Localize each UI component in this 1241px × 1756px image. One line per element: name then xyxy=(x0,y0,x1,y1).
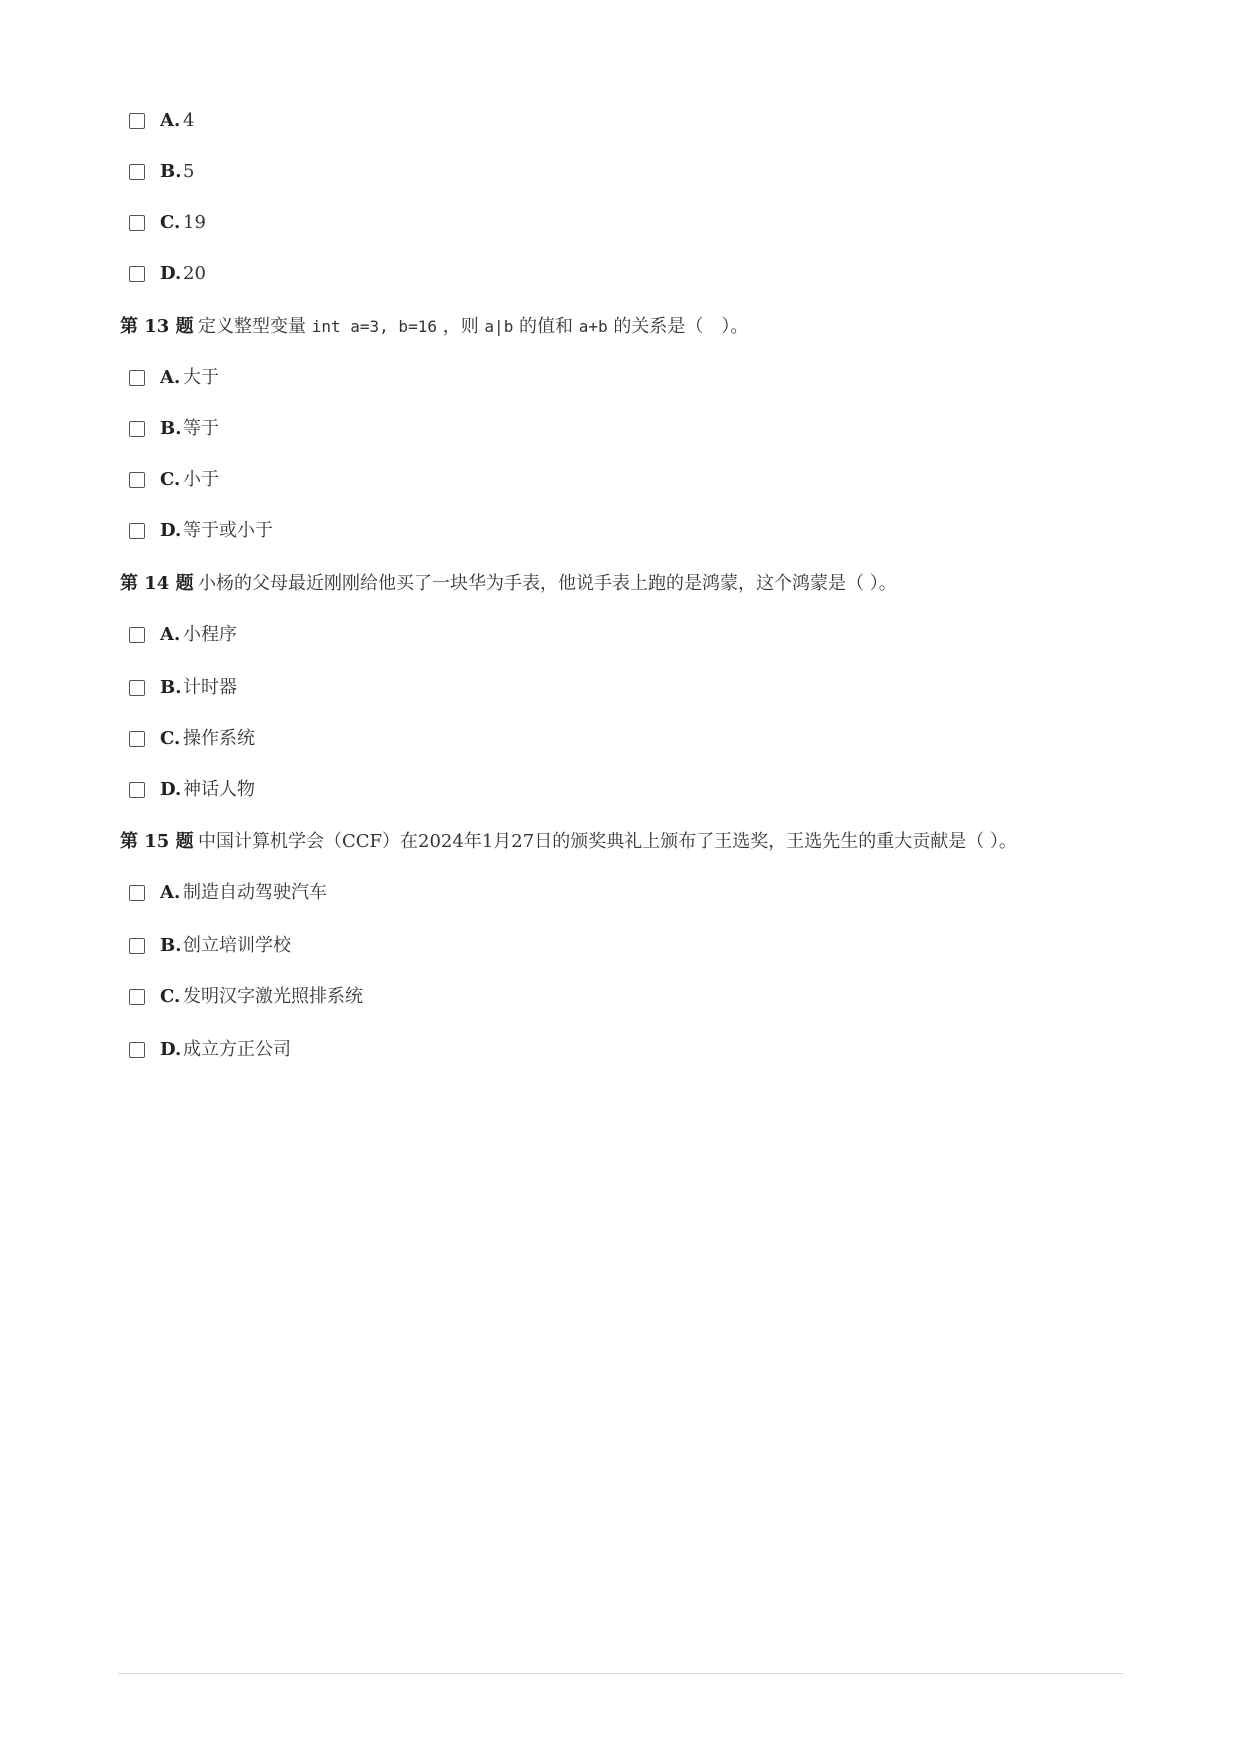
inline-code: a|b xyxy=(484,317,514,336)
checkbox[interactable] xyxy=(129,1042,145,1058)
question-stem xyxy=(120,569,1120,601)
option-text: 发明汉字激光照排系统 xyxy=(183,986,363,1007)
checkbox[interactable] xyxy=(129,215,145,231)
option-text: 等于或小于 xyxy=(183,520,273,541)
q14-option-d[interactable] xyxy=(120,775,1120,807)
stem-text: 定义整型变量 xyxy=(198,316,312,337)
option-text: 制造自动驾驶汽车 xyxy=(183,882,327,903)
checkbox[interactable] xyxy=(129,731,145,747)
footer-divider xyxy=(118,1673,1123,1674)
question-stem xyxy=(120,827,1120,859)
q12-option-a[interactable] xyxy=(120,106,1120,138)
q14-option-a[interactable] xyxy=(120,620,1120,652)
checkbox[interactable] xyxy=(129,938,145,954)
q15-option-c[interactable] xyxy=(120,982,1120,1014)
option-text: 大于 xyxy=(183,367,219,388)
q12-option-d[interactable] xyxy=(120,259,1120,291)
option-letter: C. xyxy=(160,212,181,233)
checkbox[interactable] xyxy=(129,266,145,282)
q13-option-c[interactable] xyxy=(120,465,1120,497)
question-14 xyxy=(120,569,1120,807)
stem-text: 的值和 xyxy=(513,316,579,337)
option-letter: D. xyxy=(160,263,182,284)
inline-code: int a=3, b=16 xyxy=(311,317,437,336)
option-letter: A. xyxy=(160,367,181,388)
checkbox[interactable] xyxy=(129,421,145,437)
q15-option-b[interactable] xyxy=(120,931,1120,963)
checkbox[interactable] xyxy=(129,680,145,696)
q13-option-d[interactable] xyxy=(120,516,1120,548)
option-text: 操作系统 xyxy=(183,728,255,749)
option-text: 创立培训学校 xyxy=(183,935,291,956)
option-letter: A. xyxy=(160,882,181,903)
q13-option-a[interactable] xyxy=(120,363,1120,395)
inline-code: a+b xyxy=(578,317,608,336)
option-letter: C. xyxy=(160,728,181,749)
q12-options xyxy=(120,106,1120,291)
option-letter: A. xyxy=(160,624,181,645)
checkbox[interactable] xyxy=(129,989,145,1005)
q12-option-c[interactable] xyxy=(120,208,1120,240)
question-text: 中国计算机学会（CCF）在2024年1月27日的颁奖典礼上颁布了王选奖，王选先生的重大贡献是（ ）。 xyxy=(198,831,1017,852)
option-letter: C. xyxy=(160,986,181,1007)
option-text: 小程序 xyxy=(183,624,237,645)
option-text: 等于 xyxy=(183,418,219,439)
checkbox[interactable] xyxy=(129,370,145,386)
stem-text: 的关系是（ ）。 xyxy=(607,316,749,337)
option-letter: A. xyxy=(160,110,181,131)
checkbox[interactable] xyxy=(129,627,145,643)
checkbox[interactable] xyxy=(129,523,145,539)
q14-option-c[interactable] xyxy=(120,724,1120,756)
checkbox[interactable] xyxy=(129,113,145,129)
option-text: 5 xyxy=(183,161,195,182)
option-letter: C. xyxy=(160,469,181,490)
question-15 xyxy=(120,827,1120,1067)
option-letter: D. xyxy=(160,779,182,800)
q15-option-a[interactable] xyxy=(120,878,1120,910)
option-letter: D. xyxy=(160,520,182,541)
option-letter: B. xyxy=(160,935,182,956)
q14-option-b[interactable] xyxy=(120,673,1120,705)
question-number: 第 15 题 xyxy=(120,831,194,852)
q13-option-b[interactable] xyxy=(120,414,1120,446)
option-text: 成立方正公司 xyxy=(183,1039,291,1060)
q12-option-b[interactable] xyxy=(120,157,1120,189)
option-text: 4 xyxy=(183,110,195,131)
checkbox[interactable] xyxy=(129,782,145,798)
q15-option-d[interactable] xyxy=(120,1035,1120,1067)
option-letter: B. xyxy=(160,418,182,439)
question-text: 小杨的父母最近刚刚给他买了一块华为手表，他说手表上跑的是鸿蒙，这个鸿蒙是（ ）。 xyxy=(198,573,897,594)
option-text: 小于 xyxy=(183,469,219,490)
option-text: 计时器 xyxy=(183,677,237,698)
checkbox[interactable] xyxy=(129,164,145,180)
option-letter: D. xyxy=(160,1039,182,1060)
question-number: 第 14 题 xyxy=(120,573,194,594)
stem-text: ，则 xyxy=(436,316,485,337)
option-text: 神话人物 xyxy=(183,779,255,800)
question-number: 第 13 题 xyxy=(120,316,194,337)
option-letter: B. xyxy=(160,161,182,182)
checkbox[interactable] xyxy=(129,472,145,488)
option-text: 20 xyxy=(183,263,206,284)
question-13 xyxy=(120,312,1120,548)
question-text xyxy=(198,315,748,339)
option-letter: B. xyxy=(160,677,182,698)
option-text: 19 xyxy=(183,212,206,233)
question-stem xyxy=(120,312,1120,344)
checkbox[interactable] xyxy=(129,885,145,901)
